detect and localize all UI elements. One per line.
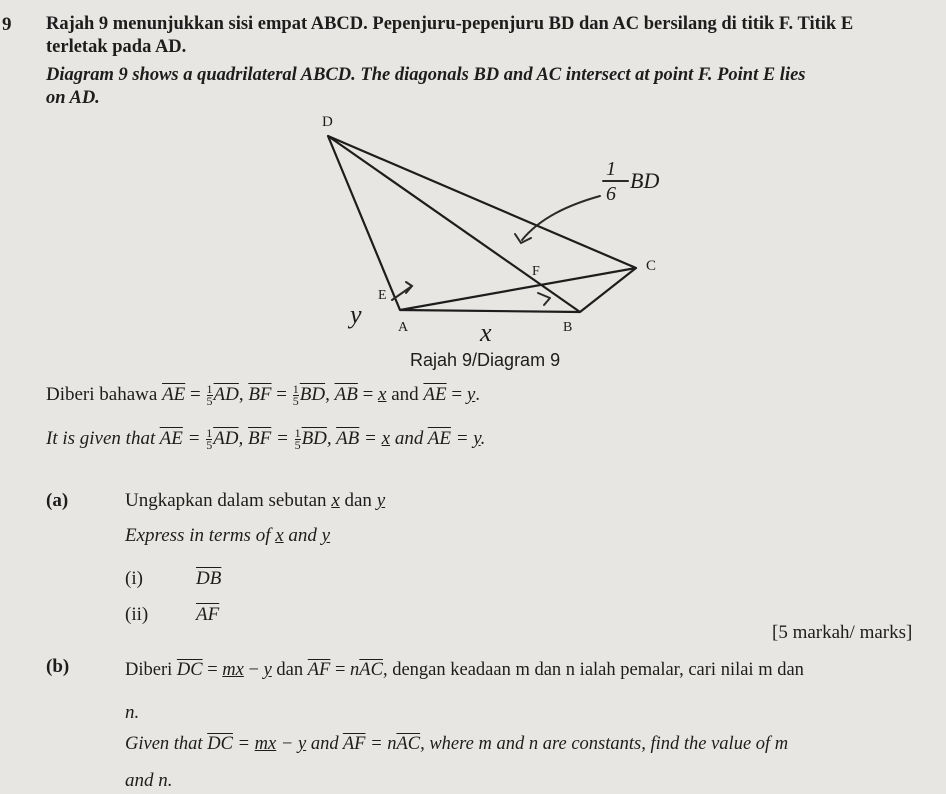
diagram-caption: Rajah 9/Diagram 9 [410, 350, 561, 370]
handwritten-arrow-af [392, 282, 412, 300]
english-intro-line-2: on AD. [46, 88, 100, 108]
vertex-label-c: C [646, 258, 657, 274]
vertex-label-b: B [563, 320, 573, 335]
english-intro-line-1: Diagram 9 shows a quadrilateral ABCD. The diagonals BD and AC intersect at point F. Point E lies [46, 65, 806, 85]
question-number: 9 [2, 14, 12, 35]
malay-intro-line-2: terletak pada AD. [46, 37, 187, 57]
handwritten-arrow-curve [522, 196, 600, 240]
part-b-label: (b) [46, 656, 70, 677]
part-a-ii-label: (ii) [125, 604, 149, 625]
given-english: It is given that $\overline{AE}$ = $\frac{1}{5}$ $\overline{AD}$, $\overline{BF}$ = $\frac{1}{5}$ $\overline{BD}$, $\overline{AB} = x$ and $\overline{AE} = y$. [46, 426, 486, 453]
point-label-e: E [378, 288, 387, 303]
handwritten-fraction-num: 1 [606, 158, 616, 180]
part-a-english: Express in terms of x and y [125, 525, 331, 546]
part-a-label: (a) [46, 490, 69, 511]
part-a-marks: [5 markah/ marks] [772, 622, 913, 643]
part-a-ii-vector-af: $\overline{AF}$ [196, 604, 220, 625]
part-a-i-vector-db: $\overline{DB}$ [196, 568, 222, 589]
handwritten-y: y [350, 300, 362, 329]
handwritten-fraction-den: 6 [606, 183, 616, 205]
quadrilateral-abcd [328, 136, 636, 312]
vertex-label-d: D [322, 114, 333, 130]
part-a-i-label: (i) [125, 568, 143, 589]
part-b-english-line-1: Given that $\overline{DC}$ = mx − y and $\overline{AF} = n\overline{AC}$, where m and n are constants, find the value of m [125, 734, 789, 754]
point-label-f: F [532, 264, 540, 279]
vertex-label-a: A [398, 320, 409, 335]
handwritten-x: x [480, 318, 492, 347]
part-a-malay: Ungkapkan dalam sebutan x dan y [125, 490, 386, 511]
handwritten-arrow-fc [538, 293, 550, 305]
diagonal-ac [400, 268, 636, 310]
part-b-english-line-2: and n. [125, 770, 173, 791]
handwritten-fraction-tail: BD [630, 168, 660, 193]
part-b-malay-line-2: n. [125, 702, 140, 723]
malay-intro-line-1: Rajah 9 menunjukkan sisi empat ABCD. Pepenjuru-pepenjuru BD dan AC bersilang di titik F. Titik E [46, 14, 854, 34]
part-b-malay-line-1: Diberi $\overline{DC}$ = mx − y dan $\overline{AF} = n\overline{AC}$, dengan keadaan m dan n ialah pemalar, cari nilai m dan [125, 660, 804, 680]
given-malay: Diberi bahawa $\overline{AE}$ = $\frac{1}{5}$ $\overline{AD}$, $\overline{BF}$ = $\frac{1}{5}$ $\overline{BD}$, $\overline{AB} = x$ and $\overline{AE} = y$. [46, 382, 481, 409]
